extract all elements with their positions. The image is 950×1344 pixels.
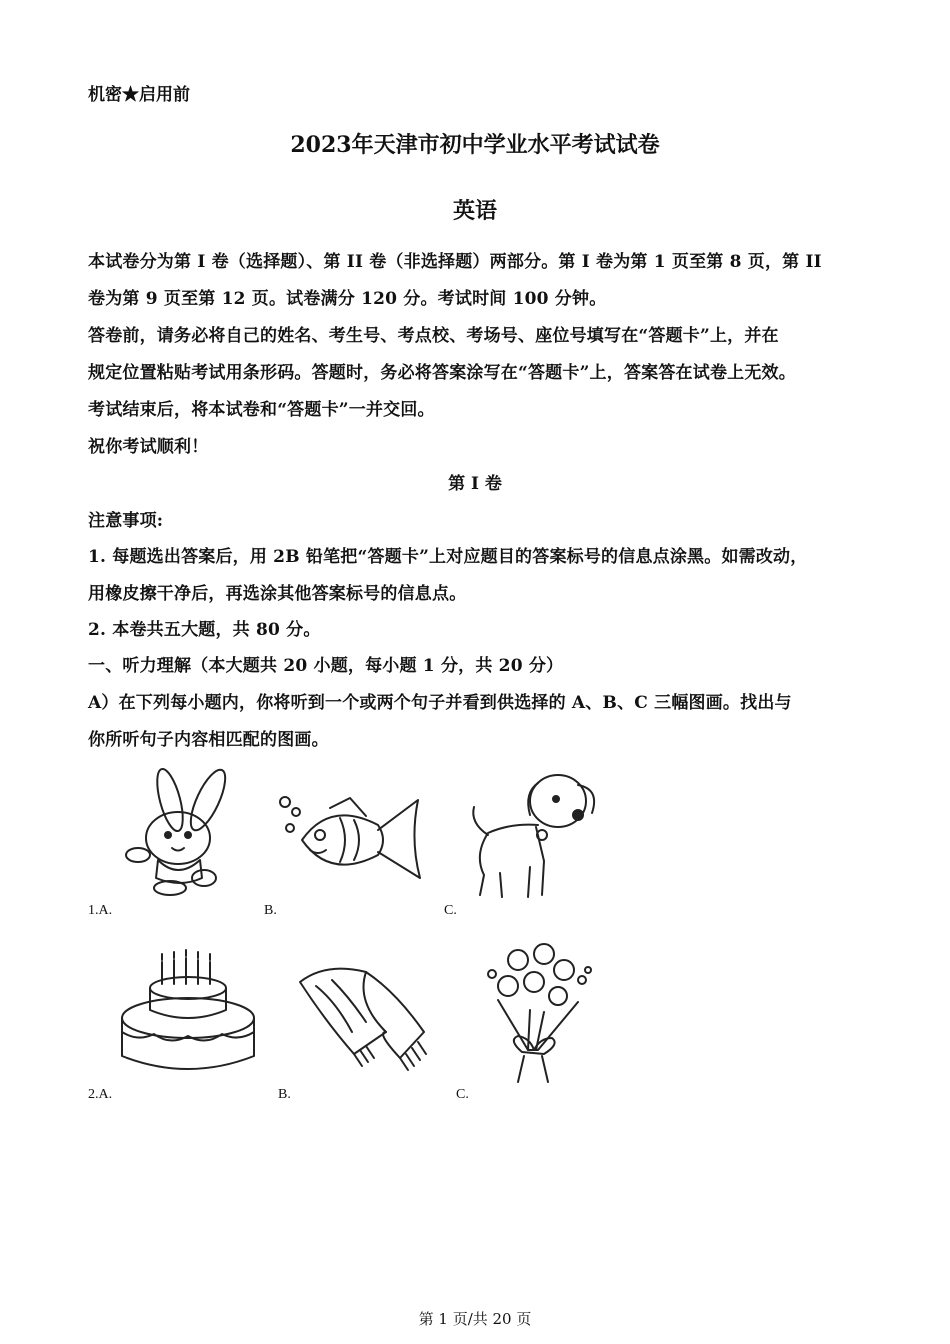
instruction-line: 考试结束后，将本试卷和“答题卡”一并交回。 (88, 400, 435, 420)
part-one-title: 一、听力理解（本大题共 20 小题，每小题 1 分，共 20 分） (88, 656, 564, 676)
notes-line: 用橡皮擦干净后，再选涂其他答案标号的信息点。 (88, 584, 467, 604)
q2-label-b: B. (278, 1087, 291, 1102)
section-heading: 第 I 卷 (448, 474, 502, 494)
scarf-icon (296, 962, 436, 1072)
part-one-intro: 你所听句子内容相匹配的图画。 (88, 730, 329, 750)
notes-title: 注意事项: (88, 511, 164, 531)
subject-title: 英语 (452, 198, 497, 224)
rabbit-icon (120, 760, 250, 900)
q2-label-a: 2.A. (88, 1087, 113, 1102)
page-number: 第 1 页/共 20 页 (418, 1310, 532, 1328)
q1-label-b: B. (264, 903, 277, 918)
cake-icon (118, 952, 258, 1082)
part-one-intro: A）在下列每小题内，你将听到一个或两个句子并看到供选择的 A、B、C 三幅图画。找出与 (88, 693, 792, 713)
confidential-mark: 机密★启用前 (88, 85, 190, 105)
flowers-icon (478, 940, 598, 1090)
instruction-line: 卷为第 9 页至第 12 页。试卷满分 120 分。考试时间 100 分钟。 (88, 289, 607, 309)
instruction-line: 祝你考试顺利！ (88, 437, 209, 457)
q2-label-c: C. (456, 1087, 469, 1102)
q1-label-c: C. (444, 903, 457, 918)
exam-title: 2023年天津市初中学业水平考试试卷 (290, 132, 660, 158)
notes-line: 1. 每题选出答案后，用 2B 铅笔把“答题卡”上对应题目的答案标号的信息点涂黑。如需改动， (88, 547, 808, 567)
notes-line: 2. 本卷共五大题，共 80 分。 (88, 620, 321, 640)
instruction-line: 规定位置粘贴考试用条形码。答题时，务必将答案涂写在“答题卡”上，答案答在试卷上无效。 (88, 363, 796, 383)
instruction-line: 本试卷分为第 I 卷（选择题）、第 II 卷（非选择题）两部分。第 I 卷为第 1 页至第 8 页，第 II (88, 252, 822, 272)
fish-icon (270, 790, 430, 890)
q1-label-a: 1.A. (88, 903, 113, 918)
instruction-line: 答卷前，请务必将自己的姓名、考生号、考点校、考场号、座位号填写在“答题卡”上，并在 (88, 326, 779, 346)
dog-icon (460, 763, 605, 903)
